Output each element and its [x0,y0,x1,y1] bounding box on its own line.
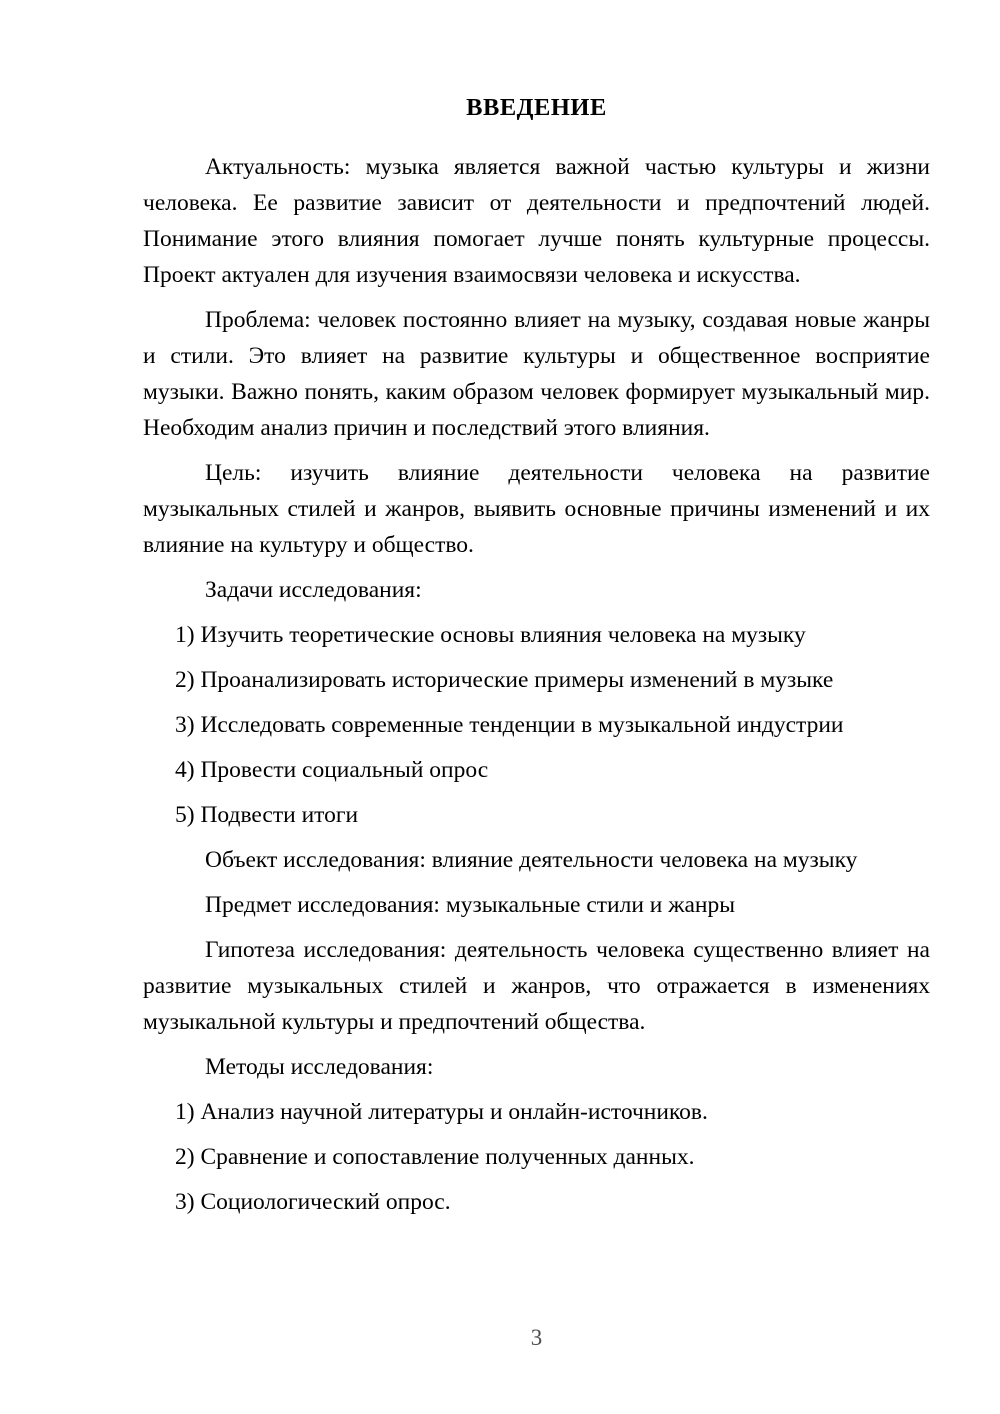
task-item-2: 2) Проанализировать исторические примеры изменений в музыке [175,667,834,693]
paragraph-subject: Предмет исследования: музыкальные стили и жанры [205,892,736,918]
task-item-5: 5) Подвести итоги [175,802,359,828]
paragraph-object: Объект исследования: влияние деятельности человека на музыку [205,847,858,873]
task-item-4: 4) Провести социальный опрос [175,757,489,783]
tasks-heading: Задачи исследования: [205,577,422,603]
section-title: ВВЕДЕНИЕ [466,94,607,121]
task-item-1: 1) Изучить теоретические основы влияния человека на музыку [175,622,806,648]
methods-heading: Методы исследования: [205,1054,434,1080]
paragraph-relevance: Актуальность: музыка является важной частью культуры и жизни человека. Ее развитие зависит от деятельности и предпочтений людей. Понимание этого влияния помогает лучше понять культурные процессы. Проект актуален для изучения взаимосвязи человека и искусства. [143,154,930,288]
paragraph-hypothesis: Гипотеза исследования: деятельность человека существенно влияет на развитие музыкальных стилей и жанров, что отражается в изменениях музыкальной культуры и предпочтений общества. [143,937,930,1035]
method-item-3: 3) Социологический опрос. [175,1189,451,1215]
method-item-2: 2) Сравнение и сопоставление полученных данных. [175,1144,695,1170]
method-item-1: 1) Анализ научной литературы и онлайн-источников. [175,1099,708,1125]
paragraph-problem: Проблема: человек постоянно влияет на музыку, создавая новые жанры и стили. Это влияет на развитие культуры и общественное восприятие музыки. Важно понять, каким образом человек формирует музыкальный мир. Необходим анализ причин и последствий этого влияния. [143,307,930,441]
paragraph-goal: Цель: изучить влияние деятельности человека на развитие музыкальных стилей и жанров, выявить основные причины изменений и их влияние на культуру и общество. [143,460,930,558]
page-number: 3 [530,1325,543,1350]
task-item-3: 3) Исследовать современные тенденции в музыкальной индустрии [175,712,844,738]
